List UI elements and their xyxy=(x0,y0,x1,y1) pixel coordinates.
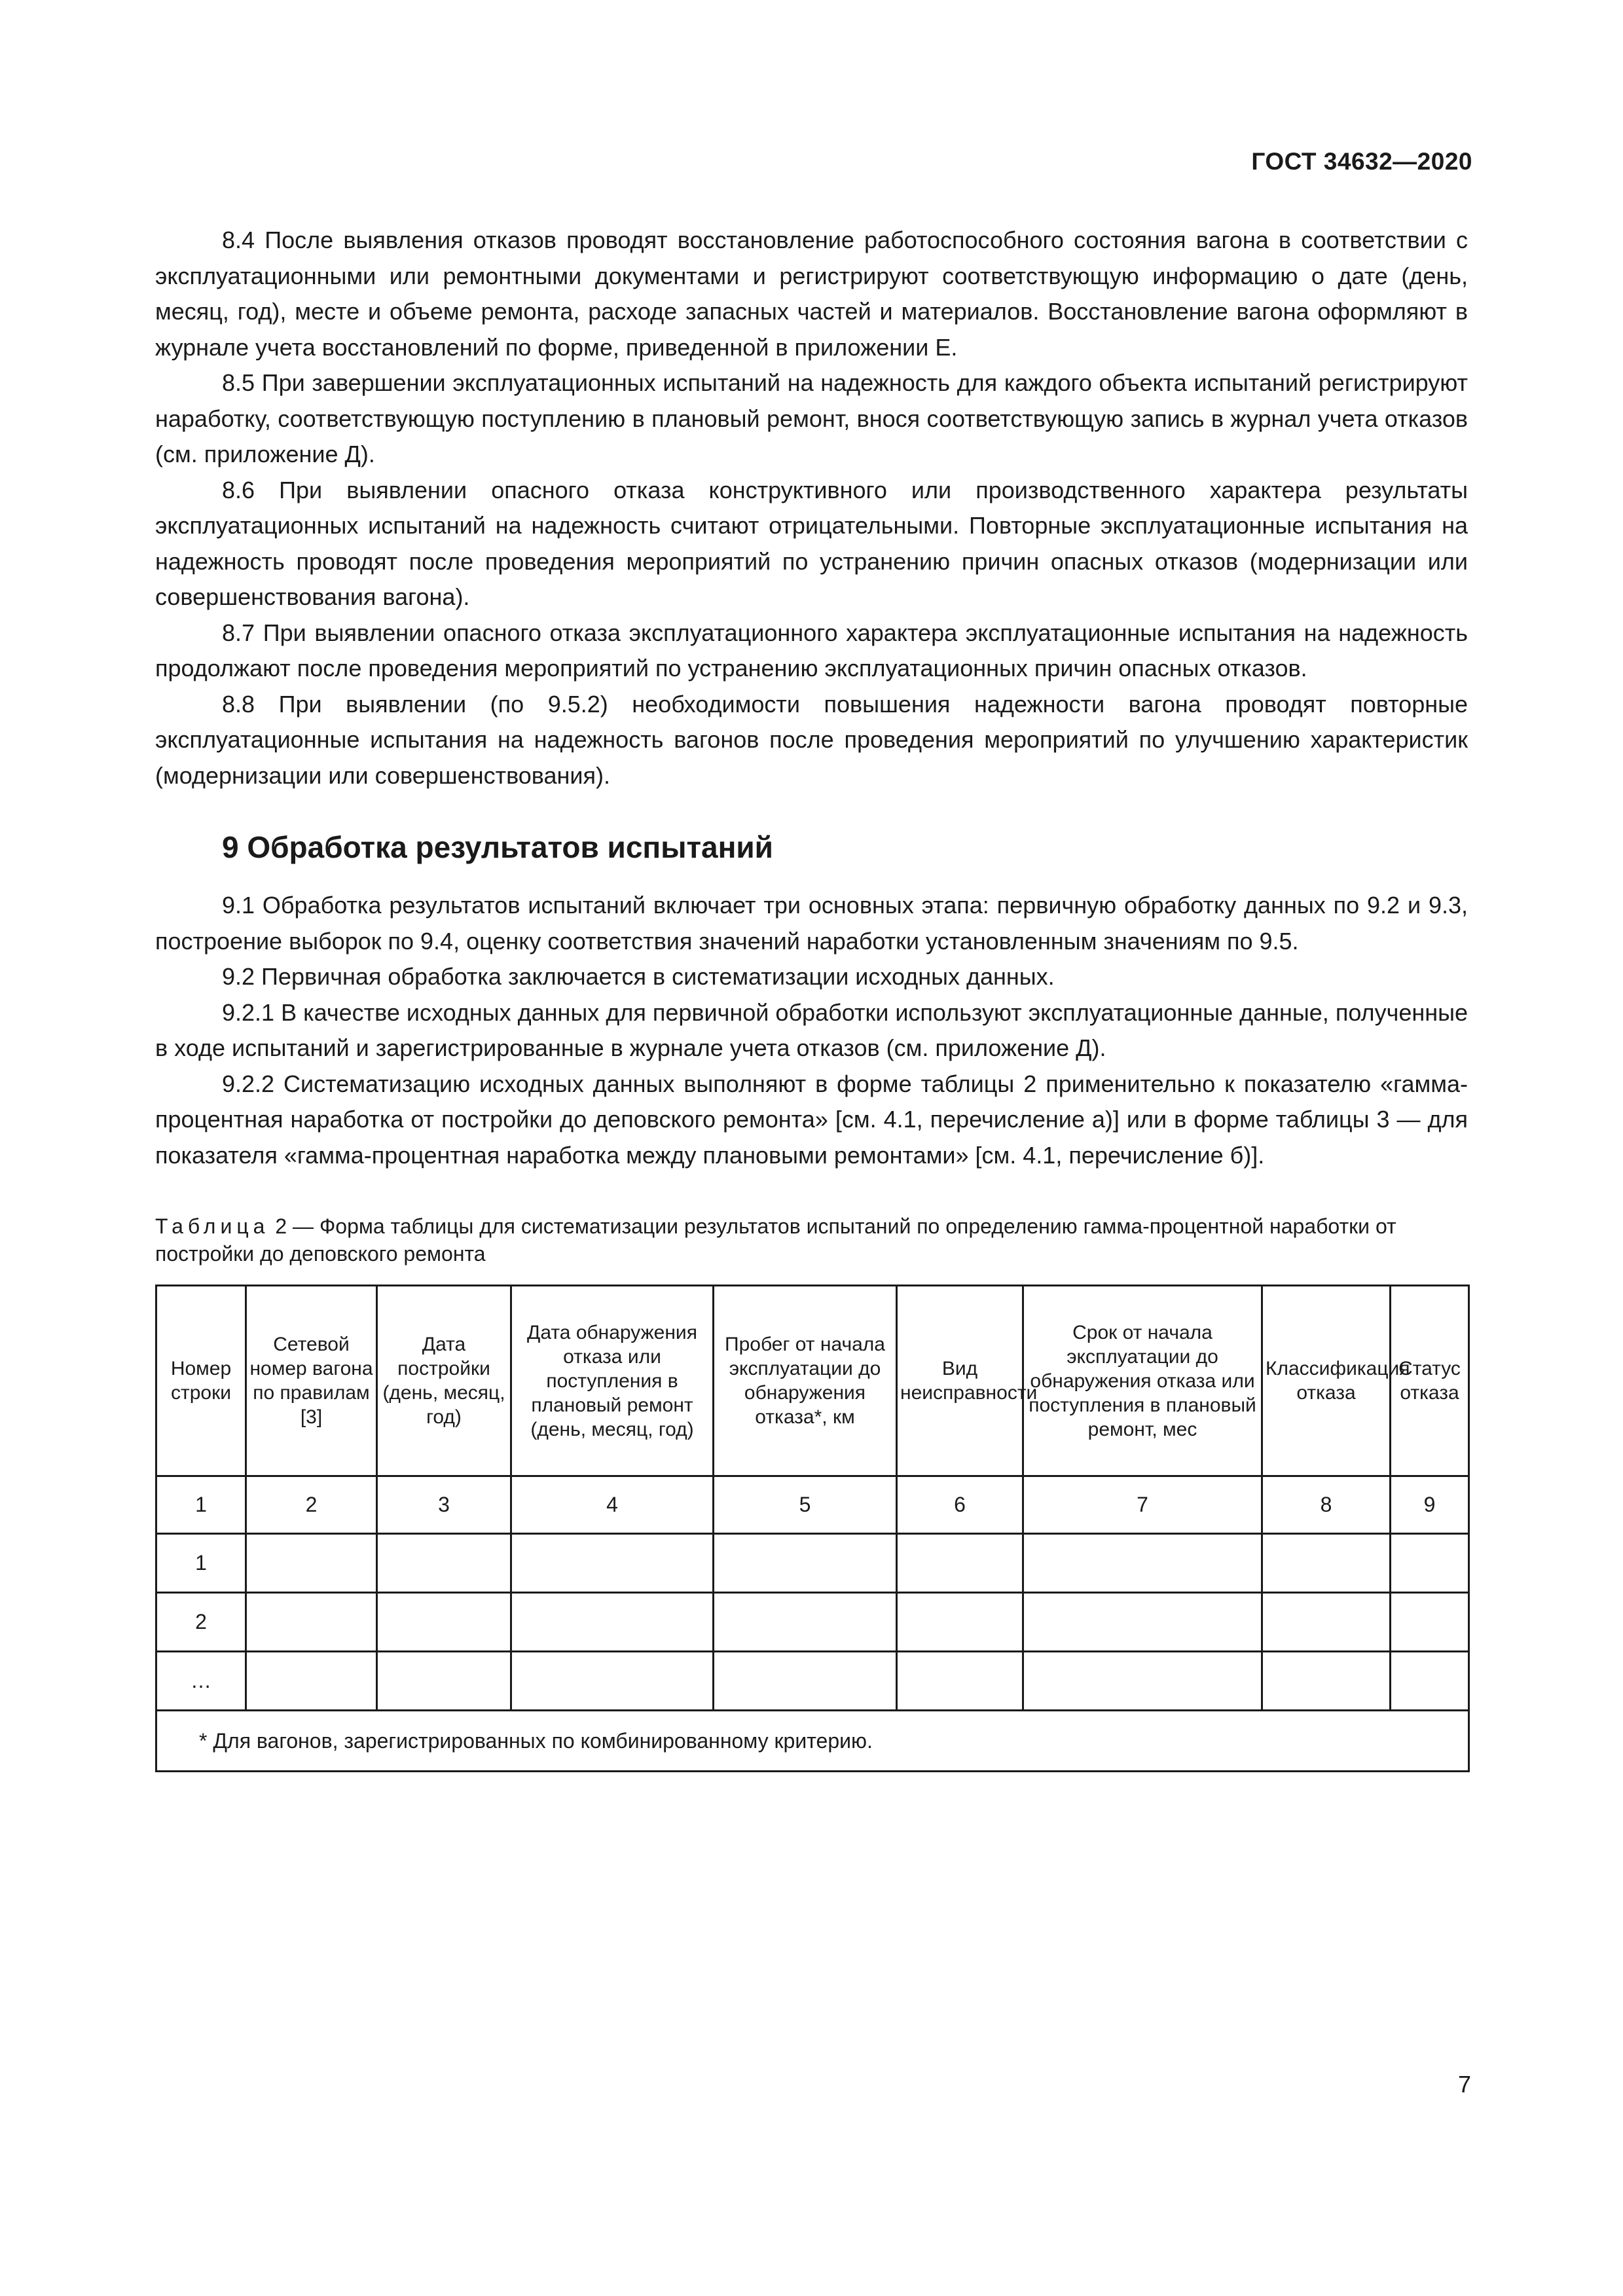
empty-cell xyxy=(897,1534,1023,1593)
empty-cell xyxy=(1262,1593,1391,1652)
table-caption-text: 2 — Форма таблицы для систематизации результатов испытаний по определению гамма-процентной наработки от постройки до деповского ремонта xyxy=(155,1214,1396,1266)
row-number-cell: 1 xyxy=(156,1534,246,1593)
column-header-failure-date: Дата обнаружения отказа или поступления в плановый ремонт (день, месяц, год) xyxy=(511,1286,714,1476)
empty-cell xyxy=(511,1593,714,1652)
empty-cell xyxy=(714,1534,897,1593)
empty-cell xyxy=(1262,1534,1391,1593)
empty-cell xyxy=(1023,1534,1262,1593)
paragraph-9-2-1: 9.2.1 В качестве исходных данных для первичной обработки используют эксплуатационные данные, полученные в ходе испытаний и зарегистрированные в журнале учета отказов (см. приложение Д). xyxy=(155,998,1468,1061)
paragraph-8-5: 8.5 При завершении эксплуатационных испытаний на надежность для каждого объекта испытаний регистрируют наработку, соответствующую поступлению в плановый ремонт, внося соответствующую запись в журнал учета отказов (см. приложение Д). xyxy=(155,369,1468,467)
page-body xyxy=(155,223,1468,1772)
empty-cell xyxy=(511,1534,714,1593)
row-number-cell: 2 xyxy=(156,1593,246,1652)
empty-cell xyxy=(714,1593,897,1652)
systematization-table xyxy=(155,1285,1470,1772)
paragraph-9-2-2: 9.2.2 Систематизацию исходных данных выполняют в форме таблицы 2 применительно к показателю «гамма-процентная наработка от постройки до деповского ремонта» [см. 4.1, перечисление а)] или в форме таблицы 3 — для показателя «гамма-процентная наработка между плановыми ремонтами» [см. 4.1, перечисление б)]. xyxy=(155,1070,1468,1169)
table-row xyxy=(156,1534,1469,1593)
paragraph-8-7: 8.7 При выявлении опасного отказа эксплуатационного характера эксплуатационные испытания на надежность продолжают после проведения мероприятий по устранению эксплуатационных причин опасных отказов. xyxy=(155,619,1468,682)
column-header-failure-class: Классификация отказа xyxy=(1262,1286,1391,1476)
column-header-build-date: Дата постройки (день, месяц, год) xyxy=(377,1286,511,1476)
empty-cell xyxy=(714,1652,897,1711)
column-header-failure-status: Статус отказа xyxy=(1391,1286,1469,1476)
empty-cell xyxy=(1391,1593,1469,1652)
empty-cell xyxy=(1391,1534,1469,1593)
table-row xyxy=(156,1652,1469,1711)
column-header-row-number: Номер строки xyxy=(156,1286,246,1476)
empty-cell xyxy=(511,1652,714,1711)
empty-cell xyxy=(897,1652,1023,1711)
row-number-cell: … xyxy=(156,1652,246,1711)
table-header-row xyxy=(156,1286,1469,1476)
empty-cell xyxy=(246,1652,377,1711)
paragraph-9-1: 9.1 Обработка результатов испытаний включает три основных этапа: первичную обработку данных по 9.2 и 9.3, построение выборок по 9.4, оценку соответствия значений наработки установленным значениям по 9.5. xyxy=(155,892,1468,955)
empty-cell xyxy=(1023,1593,1262,1652)
document-number: ГОСТ 34632—2020 xyxy=(1251,148,1472,175)
column-header-defect-type: Вид неисправности xyxy=(897,1286,1023,1476)
paragraph-8-8: 8.8 При выявлении (по 9.5.2) необходимости повышения надежности вагона проводят повторные эксплуатационные испытания на надежность вагонов после проведения мероприятий по улучшению характеристик (модернизации или совершенствования). xyxy=(155,690,1468,789)
section-heading: 9 Обработка результатов испытаний xyxy=(222,830,773,864)
empty-cell xyxy=(246,1534,377,1593)
column-number: 9 xyxy=(1391,1476,1469,1534)
column-header-car-number: Сетевой номер вагона по правилам [3] xyxy=(246,1286,377,1476)
empty-cell xyxy=(1391,1652,1469,1711)
empty-cell xyxy=(1023,1652,1262,1711)
paragraph-9-2: 9.2 Первичная обработка заключается в систематизации исходных данных. xyxy=(222,963,1055,990)
table-footnote-row xyxy=(156,1711,1469,1772)
empty-cell xyxy=(377,1652,511,1711)
empty-cell xyxy=(377,1593,511,1652)
column-number: 4 xyxy=(511,1476,714,1534)
column-number: 6 xyxy=(897,1476,1023,1534)
table-caption-label: Таблица xyxy=(155,1214,270,1238)
table-caption xyxy=(155,1212,1468,1267)
column-number: 5 xyxy=(714,1476,897,1534)
column-number: 7 xyxy=(1023,1476,1262,1534)
column-number: 2 xyxy=(246,1476,377,1534)
paragraph-8-4: 8.4 После выявления отказов проводят восстановление работоспособного состояния вагона в соответствии с эксплуатационными или ремонтными документами и регистрируют соответствующую информацию о дате (день, месяц, год), месте и объеме ремонта, расходе запасных частей и материалов. Восстановление вагона оформляют в журнале учета восстановлений по форме, приведенной в приложении Е. xyxy=(155,227,1468,361)
page-number: 7 xyxy=(1457,2071,1471,2098)
column-header-operation-period: Срок от начала эксплуатации до обнаружения отказа или поступления в плановый ремонт, мес xyxy=(1023,1286,1262,1476)
column-number: 1 xyxy=(156,1476,246,1534)
column-number: 3 xyxy=(377,1476,511,1534)
empty-cell xyxy=(897,1593,1023,1652)
paragraph-8-6: 8.6 При выявлении опасного отказа конструктивного или производственного характера результаты эксплуатационных испытаний на надежность считают отрицательными. Повторные эксплуатационные испытания на надежность проводят после проведения мероприятий по устранению причин опасных отказов (модернизации или совершенствования вагона). xyxy=(155,476,1468,610)
column-header-mileage: Пробег от начала эксплуатации до обнаружения отказа*, км xyxy=(714,1286,897,1476)
empty-cell xyxy=(377,1534,511,1593)
column-number-row xyxy=(156,1476,1469,1534)
column-number: 8 xyxy=(1262,1476,1391,1534)
table-row xyxy=(156,1593,1469,1652)
table-footnote: * Для вагонов, зарегистрированных по комбинированному критерию. xyxy=(156,1711,1469,1772)
empty-cell xyxy=(1262,1652,1391,1711)
empty-cell xyxy=(246,1593,377,1652)
